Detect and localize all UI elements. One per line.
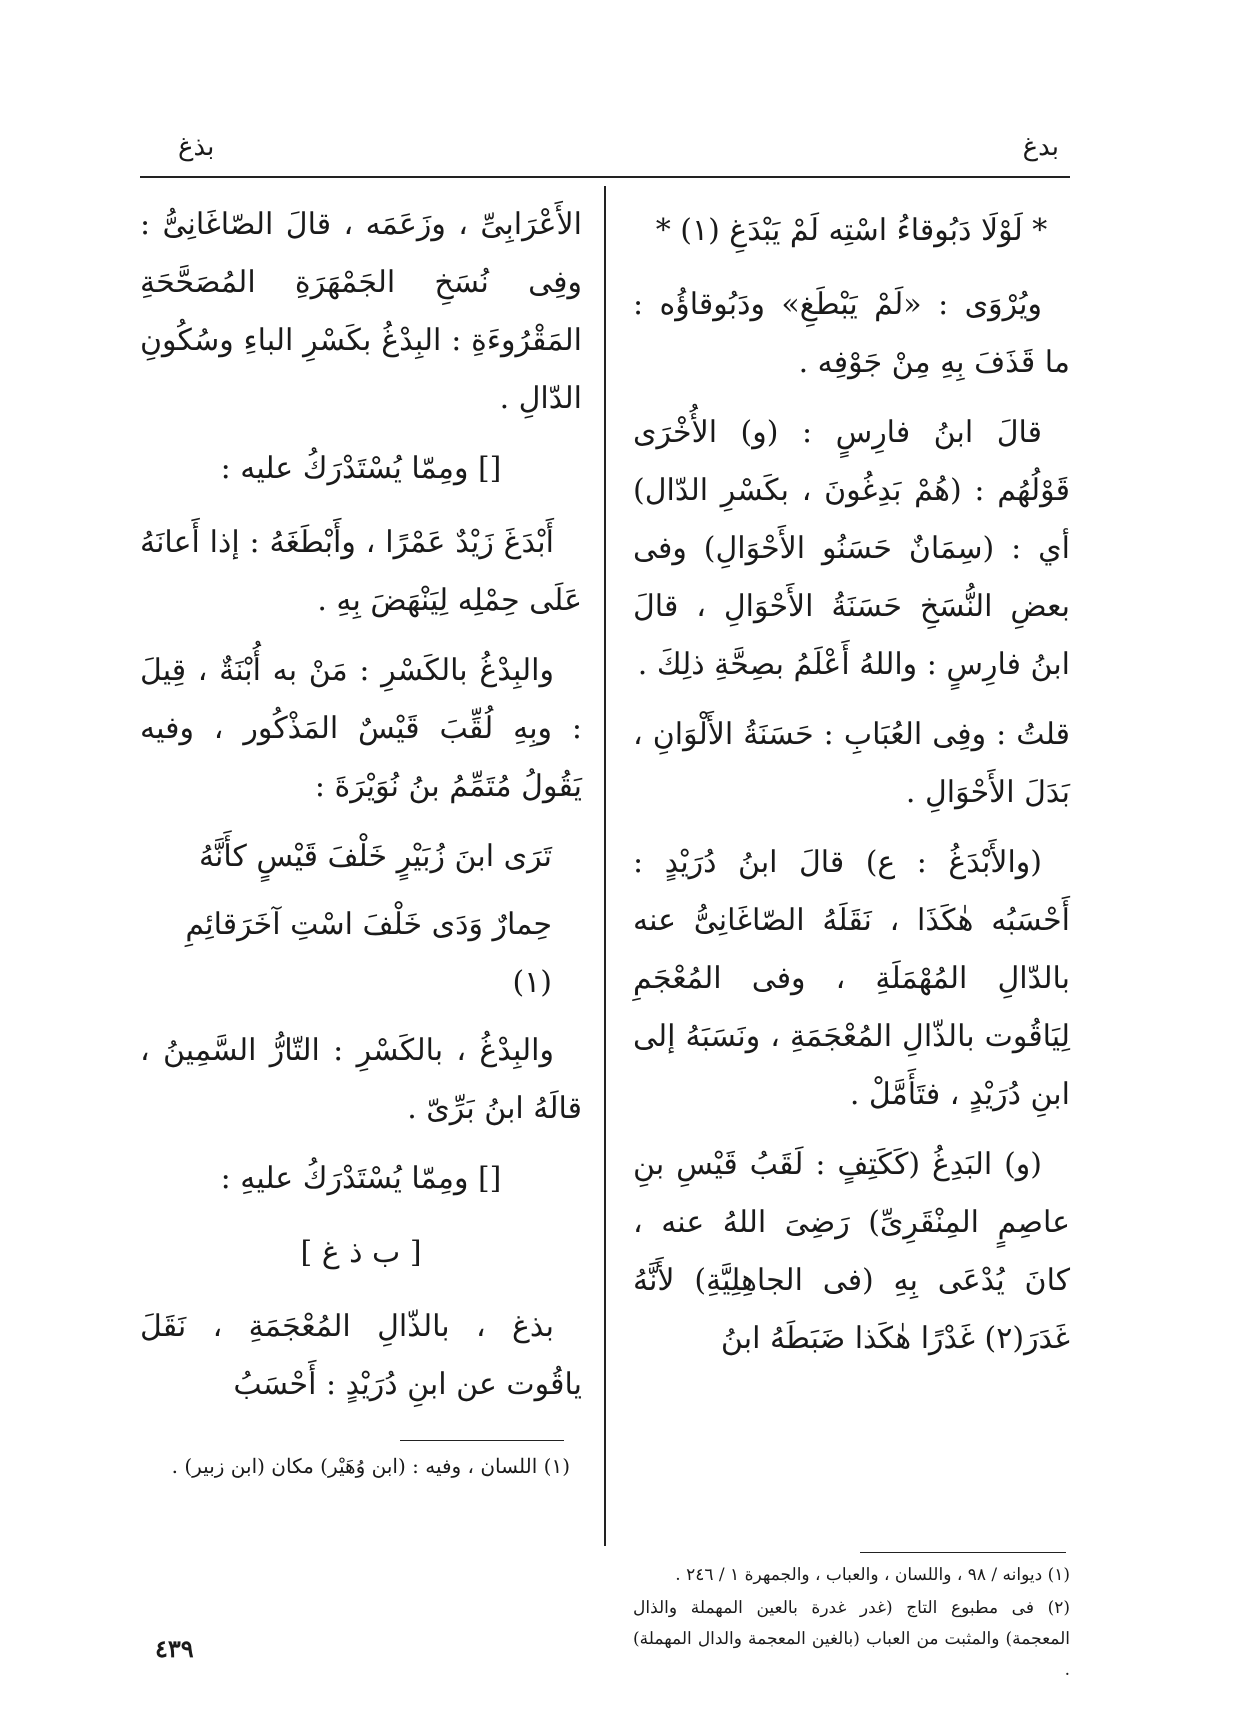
paragraph: أَبْدَغَ زَيْدٌ عَمْرًا ، وأَبْطَغَهُ : إذا أَعانَهُ عَلَى حِمْلِه لِيَنْهَضَ بِهِ . xyxy=(140,525,582,618)
paragraph: ويُرْوَى : «لَمْ يَبْطَغِ» ودَبُوقاؤُه : ما قَذَفَ بِهِ مِنْ جَوْفِه . xyxy=(633,287,1070,380)
column-divider xyxy=(604,186,606,1546)
paragraph: (والأَبْدَغُ : ع) قالَ ابنُ دُرَيْدٍ : أَحْسَبُه هٰكَذَا ، نَقَلَهُ الصّاغَانِىُّ عنه بالدّالِ المُهْمَلَةِ ، وفى المُعْجَمِ لِيَاقُوت بالذّالِ المُعْجَمَةِ ، ونَسَبَهُ إلى ابنِ دُرَيْدٍ ، فتَأَمَّلْ . xyxy=(633,845,1070,1112)
footnote: (١) ديوانه / ٩٨ ، واللسان ، والعباب ، والجمهرة ١ / ٢٤٦ . xyxy=(675,1565,1070,1585)
page-number: ٤٣٩ xyxy=(155,1634,194,1663)
footnote-rule-left xyxy=(400,1440,564,1441)
verse-line: تَرَى ابنَ زُبَيْرٍ خَلْفَ قَيْسٍ كأَنَّهُ xyxy=(198,839,552,874)
header-rule xyxy=(140,176,1070,178)
running-head-left: بذغ xyxy=(178,132,215,162)
entry-heading: [ ب ذ غ ] xyxy=(300,1235,422,1270)
addendum-marker: [] ومِمّا يُسْتَدْرَكُ عليهِ : xyxy=(220,1161,502,1196)
footnote: (١) اللسان ، وفيه : (ابن وُهَيْر) مكان (ابن زبير) . xyxy=(171,1454,570,1478)
footnote-rule-right xyxy=(860,1552,1066,1553)
verse-line: * لَوْلَا دَبُوقاءُ اسْتِه لَمْ يَبْدَغِ (١) * xyxy=(655,213,1048,248)
addendum-marker: [] ومِمّا يُسْتَدْرَكُ عليه : xyxy=(220,451,502,486)
running-head-right: بدغ xyxy=(1022,132,1059,162)
paragraph: (و) البَدِغُ (كَكَتِفٍ : لَقَبُ قَيْسِ بنِ عاصِمٍ المِنْقَرِىِّ) رَضِىَ اللهُ عنه ، كانَ يُدْعَى بِهِ (فى الجاهِلِيَّةِ) لأَنَّهُ غَدَرَ(٢) غَدْرًا هٰكَذا ضَبَطَهُ ابنُ xyxy=(633,1147,1070,1356)
paragraph: قلتُ : وفِى العُبَابِ : حَسَنَةُ الأَلْوَانِ ، بَدَلَ الأَحْوَالِ . xyxy=(633,717,1070,810)
paragraph: قالَ ابنُ فارِسٍ : (و) الأُخْرَى قَوْلُهُم : (هُمْ بَدِغُونَ ، بكَسْرِ الدّال) أي : (سِمَانٌ حَسَنُو الأَحْوَالِ) وفى بعضِ النُّسَخِ حَسَنَةُ الأَحْوَالِ ، قالَ ابنُ فارِسٍ : واللهُ أَعْلَمُ بصِحَّةِ ذلِكَ . xyxy=(633,415,1070,682)
verse-line: حِمارٌ وَدَى خَلْفَ اسْتِ آخَرَقائِمِ (١) xyxy=(185,907,552,1000)
footnotes-left xyxy=(140,1448,570,1486)
footnotes-right xyxy=(633,1560,1070,1688)
paragraph: والبِدْغُ بالكَسْرِ : مَنْ به أُبْنَةٌ ، قِيلَ : وبِهِ لُقِّبَ قَيْسٌ المَذْكُور ، وفيه يَقُولُ مُتَمِّمُ بنُ نُوَيْرَةَ : xyxy=(140,653,582,804)
paragraph: والبِدْغُ ، بالكَسْرِ : التّارُّ السَّمِينُ ، قالَهُ ابنُ بَرِّىّ . xyxy=(140,1033,582,1126)
paragraph: الأَعْرَابِىِّ ، وزَعَمَه ، قالَ الصّاغَانِىُّ : وفِى نُسَخِ الجَمْهَرَةِ المُصَحَّحَةِ المَقْرُوءَةِ : البِدْغُ بكَسْرِ الباءِ وسُكُونِ الدّالِ . xyxy=(140,207,582,416)
left-column xyxy=(140,196,582,1426)
footnote: (٢) فى مطبوع التاج (غدر غدرة بالعين المهملة والذال المعجمة) والمثبت من العباب (بالغين المعجمة والدال المهملة) . xyxy=(633,1598,1070,1680)
paragraph: بذغ ، بالذّالِ المُعْجَمَةِ ، نَقَلَ ياقُوت عن ابنِ دُرَيْدٍ : أَحْسَبُ xyxy=(140,1309,582,1402)
right-column xyxy=(633,196,1070,1380)
